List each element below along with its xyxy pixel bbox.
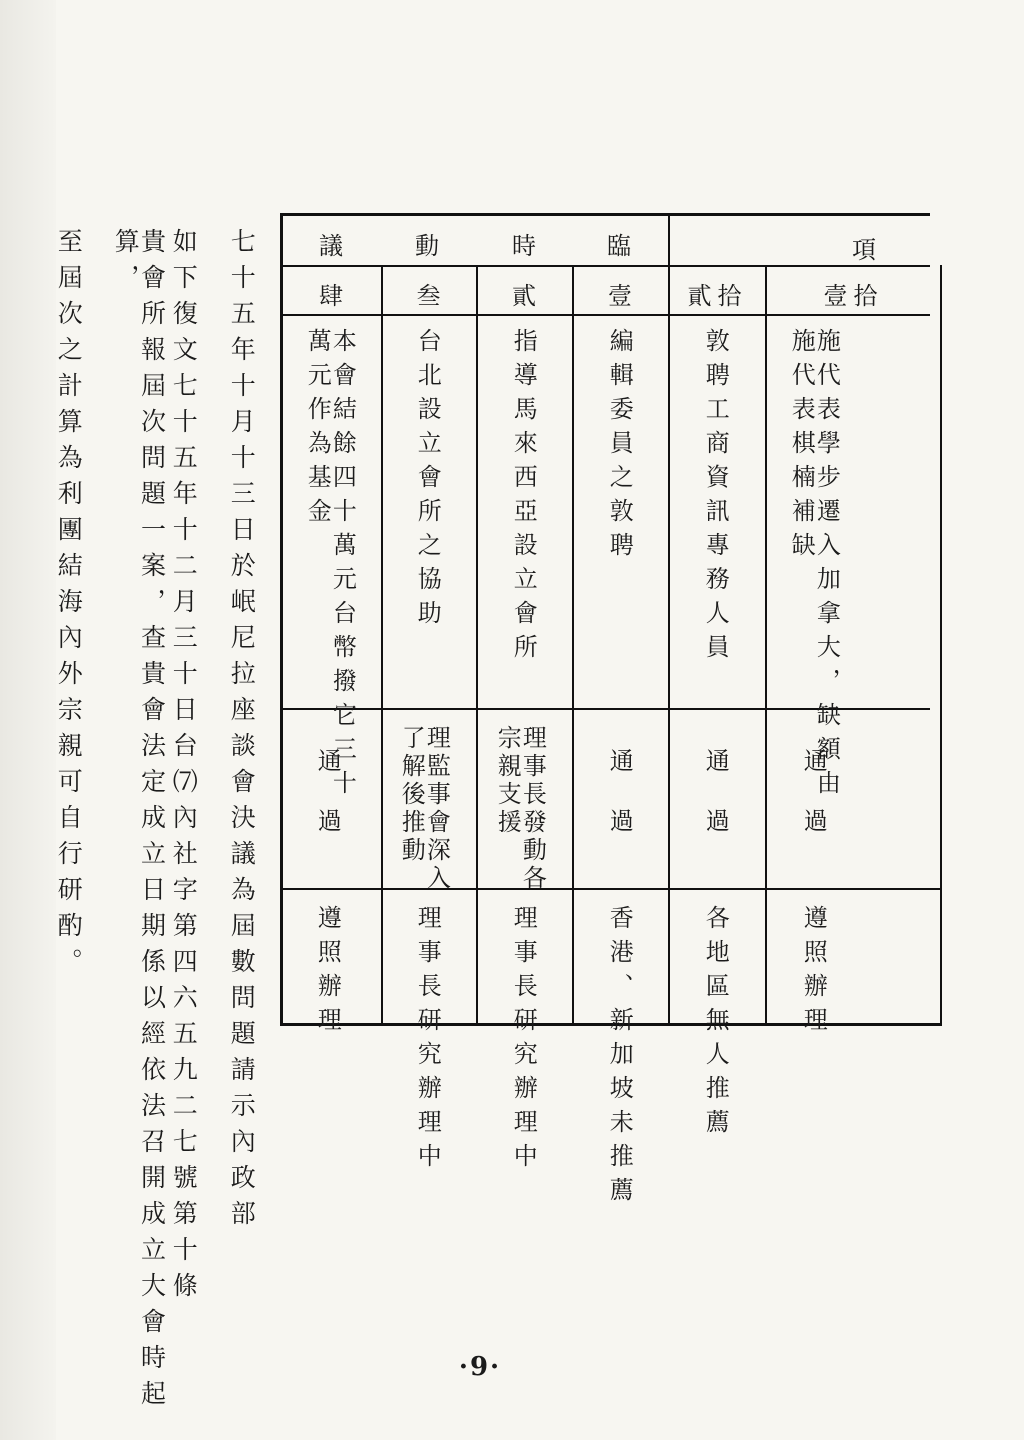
header-char-2: 時	[512, 232, 538, 260]
number-cell-2: 貳拾	[687, 282, 748, 310]
table-right-border	[940, 265, 942, 1025]
header-char-4: 議	[319, 232, 345, 260]
header-char-3: 動	[415, 232, 441, 260]
decision-cell-5: 理監事會深入 了解後推動	[397, 725, 451, 893]
action-cell-3: 香港、新加坡未推薦	[605, 905, 634, 1211]
decision-divider	[280, 888, 940, 890]
side-text-line-2: 如下復文七十五年十二月三十日台⑺內社字第四六五九二七號第十條	[169, 228, 199, 1308]
number-cell-4: 貳	[512, 282, 538, 310]
decision-cell-4: 理事長發動各 宗親支援	[493, 725, 547, 893]
header-divider	[280, 265, 930, 267]
table-left-border	[280, 213, 283, 1025]
decision-cell-6: 通過	[313, 748, 342, 868]
side-text-line-4: 至屆次之計算為利團結海內外宗親可自行研酌。	[54, 228, 84, 984]
col-divider-1	[381, 265, 383, 1025]
action-cell-5: 理事長研究辦理中	[413, 905, 442, 1177]
decision-cell-3: 通過	[605, 748, 634, 868]
item-cell-2: 敦聘工商資訊專務人員	[701, 328, 730, 668]
item-cell-6: 本會結餘四十萬元台幣撥它三十 萬元作為基金	[303, 328, 357, 804]
col-divider-4	[668, 213, 670, 1025]
action-cell-4: 理事長研究辦理中	[509, 905, 538, 1177]
number-cell-5: 叁	[416, 282, 443, 310]
action-cell-1: 遵照辦理	[799, 905, 828, 1041]
decision-cell-2: 通過	[701, 748, 730, 868]
number-cell-3: 壹	[608, 282, 634, 310]
action-cell-6: 遵照辦理	[313, 905, 342, 1041]
col-divider-2	[476, 265, 478, 1025]
table-top-border	[280, 213, 930, 216]
item-cell-1: 施代表學步遷入加拿大，缺額由 施代表棋楠補缺	[787, 328, 841, 804]
col-divider-3	[572, 265, 574, 1025]
header-item-label: 項	[852, 236, 878, 264]
item-cell-5: 台北設立會所之協助	[413, 328, 442, 634]
action-cell-2: 各地區無人推薦	[701, 905, 730, 1143]
item-cell-4: 指導馬來西亞設立會所	[509, 328, 538, 668]
side-text-line-1: 七十五年十月十三日於岷尼拉座談會決議為屆數問題請示內政部	[227, 228, 257, 1236]
page-number: ·9·	[458, 1352, 502, 1382]
side-text-line-3: 貴會所報屆次問題一案，查貴會法定成立日期係以經依法召開成立大會時起算，	[111, 228, 167, 1416]
header-char-1: 臨	[607, 232, 633, 260]
item-cell-3: 編輯委員之敦聘	[605, 328, 634, 566]
page-edge	[0, 0, 56, 1440]
number-cell-1: 壹拾	[823, 282, 884, 310]
number-cell-6: 肆	[319, 282, 345, 310]
col-divider-5	[765, 265, 767, 1025]
number-divider	[280, 314, 930, 316]
decision-cell-1: 通過	[799, 748, 828, 868]
